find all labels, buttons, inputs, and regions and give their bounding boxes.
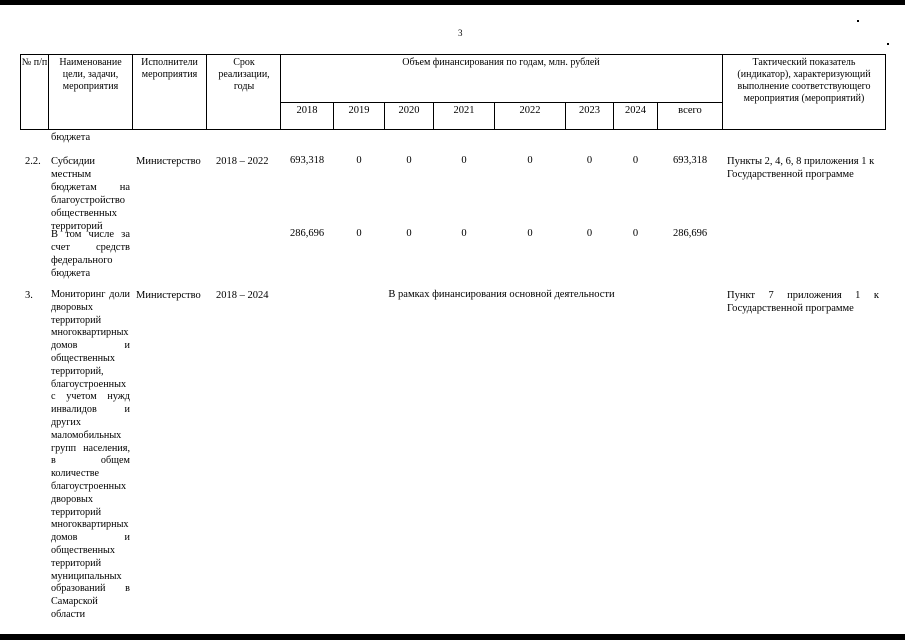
row-value-2018: 286,696 [289, 228, 325, 239]
row-term: 2018 – 2024 [216, 290, 269, 301]
row-value-2021: 0 [461, 228, 467, 239]
row-funding-note: В рамках финансирования основной деятельности [388, 289, 615, 300]
header-col-indicator: Тактический показатель (индикатор), характеризующий выполнение соответствующего мероприятия (мероприятий) [737, 57, 871, 104]
header-col-funding: Объем финансирования по годам, млн. рублей [402, 57, 600, 68]
page-number: 3 [458, 28, 463, 38]
header-year: 2019 [348, 105, 370, 116]
row-value-2024: 0 [632, 155, 639, 166]
row-value-2020: 0 [406, 228, 412, 239]
row-value-total: 286,696 [672, 228, 708, 239]
row-name: Мониторинг доли дворовых территорий многоквартирных домов и общественных территорий, благоустроенных с учетом нужд инвалидов и других маломобильных групп населения, в общем количестве благоустроенных дворовых территорий многоквартирных домов и общественных территорий муниципальных образований в Самарской области [51, 289, 130, 620]
header-year: 2024 [625, 105, 646, 116]
header-col-term: Срок реализации, годы [218, 57, 270, 92]
scan-top-border [0, 0, 905, 5]
row-value-2018: 693,318 [289, 155, 325, 166]
row-value-2020: 0 [406, 155, 412, 166]
row-value-2021: 0 [461, 155, 467, 166]
header-year: 2018 [296, 105, 318, 116]
row-value-2019: 0 [356, 155, 362, 166]
row-value-2023: 0 [586, 228, 593, 239]
row-value-2022: 0 [527, 155, 533, 166]
scan-speck [887, 43, 889, 45]
row-value-2024: 0 [632, 228, 639, 239]
header-col-number: № п/п [21, 57, 48, 68]
header-year: 2023 [579, 105, 600, 116]
header-year: 2021 [453, 105, 475, 116]
row-number: 3. [25, 290, 33, 301]
row-name: Субсидии местным бюджетам на благоустройство общественных территорий [51, 156, 130, 232]
row-indicator: Пункты 2, 4, 6, 8 приложения 1 к Государственной программе [727, 156, 875, 180]
row-value-2023: 0 [586, 155, 593, 166]
row-value-2019: 0 [356, 228, 362, 239]
row-term: 2018 – 2022 [216, 156, 269, 167]
header-col-executor: Исполнители мероприятия [141, 57, 198, 80]
scan-bottom-border [0, 634, 905, 640]
header-col-name: Наименование цели, задачи, мероприятия [59, 57, 122, 92]
header-year: 2022 [519, 105, 541, 116]
row-value-total: 693,318 [672, 155, 708, 166]
row-indicator: Пункт 7 приложения 1 к Государственной программе [727, 290, 879, 314]
row-number: 2.2. [25, 156, 41, 167]
row-name-continuation: бюджета [51, 132, 91, 143]
row-executor: Министерство [136, 290, 201, 301]
row-value-2022: 0 [527, 228, 533, 239]
header-year-total: всего [678, 105, 702, 116]
row-name: В том числе за счет средств федерального бюджета [51, 229, 130, 279]
header-year: 2020 [398, 105, 420, 116]
row-executor: Министерство [136, 156, 201, 167]
scan-speck [857, 20, 859, 22]
